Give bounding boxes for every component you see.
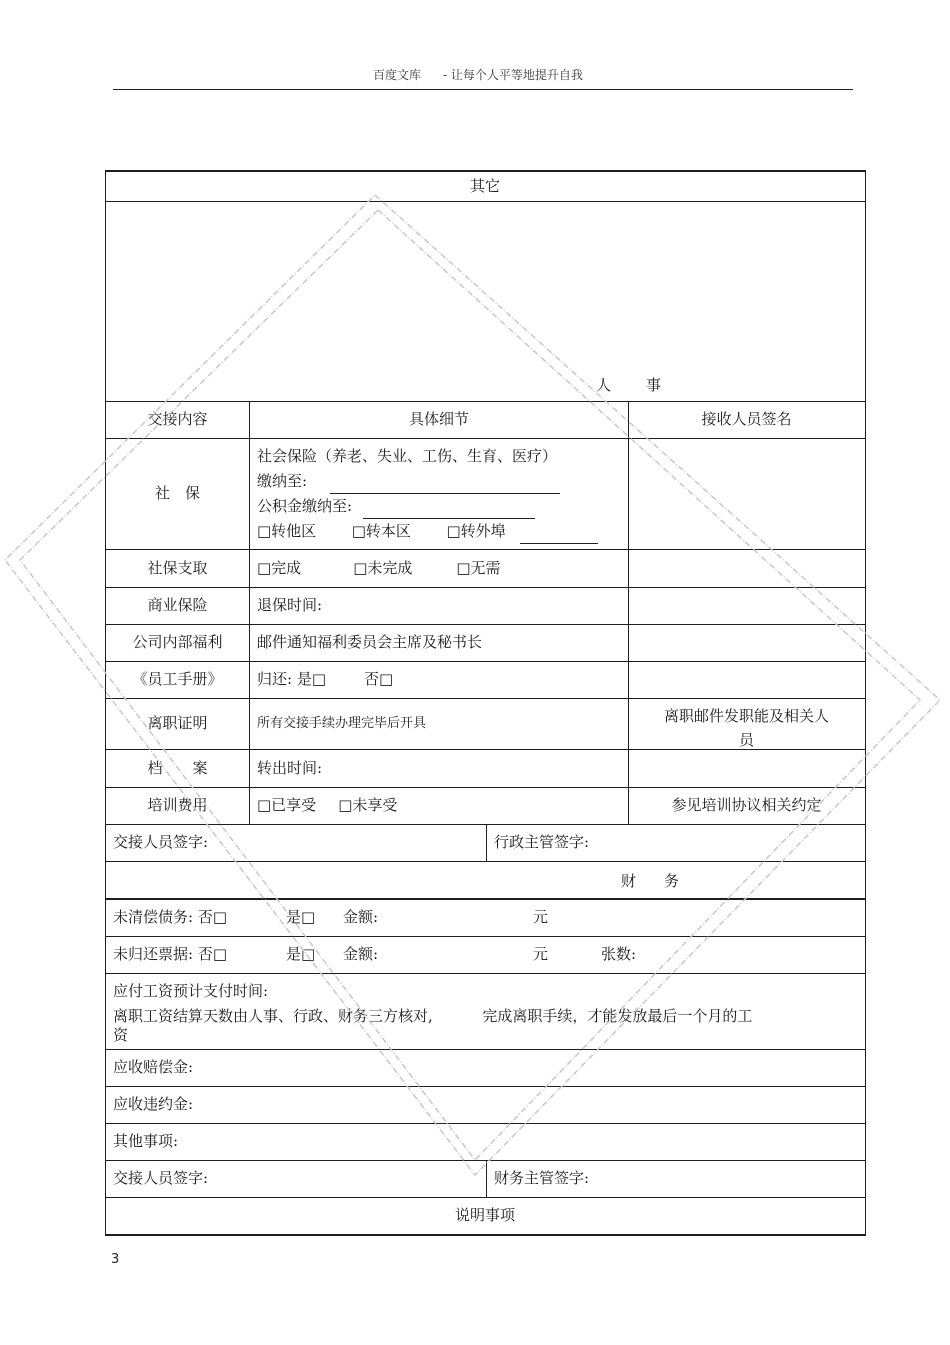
- label-resignation-certificate: 离职证明: [106, 699, 250, 749]
- detail-social-security[interactable]: [250, 439, 629, 549]
- checkbox-unpaid-debt-yes[interactable]: 是□: [286, 908, 316, 927]
- row-social-security: [105, 439, 866, 550]
- detail-compensation[interactable]: 应收赔偿金:: [113, 1058, 194, 1077]
- page-number: 3: [111, 1252, 120, 1267]
- checkbox-transfer-other-district[interactable]: □转他区: [257, 522, 317, 540]
- column-header-receiver: 接收人员签名: [701, 410, 792, 429]
- receiver-resignation-certificate: [629, 699, 864, 749]
- row-notes-header: [105, 1198, 866, 1236]
- receiver-sign-employee-handbook[interactable]: [629, 662, 864, 698]
- ss-insurance-types: 社会保险（养老、失业、工伤、生育、医疗）: [257, 447, 558, 465]
- detail-penalty[interactable]: 应收违约金:: [113, 1095, 194, 1114]
- receiver-sign-ss-payment[interactable]: [629, 550, 864, 587]
- detail-internal-welfare: 邮件通知福利委员会主席及秘书长: [250, 625, 629, 661]
- detail-archives[interactable]: 转出时间:: [250, 750, 629, 787]
- sign-admin-manager[interactable]: 行政主管签字:: [494, 833, 590, 852]
- hr-column-headers: [105, 402, 866, 439]
- ss-paid-until-field[interactable]: [330, 477, 560, 494]
- row-commercial-insurance: [105, 588, 866, 625]
- sign-finance-handover-person[interactable]: 交接人员签字:: [106, 1161, 487, 1197]
- receiver-sign-internal-welfare[interactable]: [629, 625, 864, 661]
- detail-employee-handbook[interactable]: [250, 662, 629, 698]
- hr-title-char2: 事: [646, 376, 662, 394]
- page-header: [0, 64, 950, 84]
- column-header-content: 交接内容: [106, 402, 250, 438]
- handover-form-table: [105, 170, 866, 1236]
- other-section-body[interactable]: [105, 202, 866, 402]
- receiver-sign-archives[interactable]: [629, 750, 864, 787]
- receiver-resignation-line2: 员: [738, 731, 754, 749]
- row-compensation: [105, 1050, 866, 1087]
- fund-paid-until-line[interactable]: [257, 494, 535, 519]
- salary-note: [113, 1004, 752, 1028]
- header-divider: [113, 89, 853, 90]
- finance-section-title: [106, 862, 864, 898]
- bills-amount-label: 金额:: [343, 945, 379, 964]
- label-training-fee: 培训费用: [106, 788, 250, 824]
- receiver-sign-commercial-insurance[interactable]: [629, 588, 864, 624]
- detail-unreturned-bills[interactable]: [106, 937, 864, 973]
- detail-ss-payment[interactable]: [250, 550, 629, 587]
- label-internal-welfare: 公司内部福利: [106, 625, 250, 661]
- column-header-detail: 具体细节: [250, 402, 629, 438]
- detail-commercial-insurance[interactable]: 退保时间:: [250, 588, 629, 624]
- checkbox-training-enjoyed[interactable]: □已享受: [257, 796, 317, 815]
- row-training-fee: [105, 788, 866, 825]
- receiver-resignation-line1: 离职邮件发职能及相关人: [663, 707, 829, 725]
- checkbox-transfer-outside[interactable]: □转外埠: [446, 522, 506, 540]
- checkbox-ss-not-needed[interactable]: □无需: [456, 558, 501, 577]
- sign-hr-handover-person[interactable]: 交接人员签字:: [106, 825, 487, 861]
- checkbox-handbook-returned-no[interactable]: 否□: [364, 670, 394, 689]
- finance-title-char2: 务: [664, 872, 680, 890]
- unpaid-debt-unit: 元: [533, 908, 549, 927]
- ss-paid-until-label: 缴纳至:: [257, 472, 308, 490]
- header-slogan: - 让每个人平等地提升自我: [443, 68, 583, 82]
- finance-title-char1: 财: [621, 872, 637, 890]
- label-archives: 档 案: [106, 750, 250, 787]
- unpaid-debt-amount-label: 金额:: [343, 908, 379, 927]
- checkbox-unpaid-debt-no[interactable]: 未清偿债务: 否□: [113, 908, 227, 927]
- salary-note-part2: 完成离职手续，才能发放最后一个月的工: [482, 1007, 753, 1025]
- hr-title-char1: 人: [596, 376, 612, 394]
- ss-transfer-options[interactable]: [257, 519, 598, 544]
- other-section-title: 其它: [469, 176, 500, 195]
- checkbox-ss-done[interactable]: □完成: [257, 558, 302, 577]
- salary-note-part1: 离职工资结算天数由人事、行政、财务三方核对,: [113, 1007, 433, 1025]
- ss-paid-until-line[interactable]: [257, 469, 560, 494]
- label-ss-payment: 社保支取: [106, 550, 250, 587]
- row-ss-payment: [105, 550, 866, 588]
- label-commercial-insurance: 商业保险: [106, 588, 250, 624]
- checkbox-bills-no[interactable]: 未归还票据: 否□: [113, 945, 227, 964]
- checkbox-transfer-this-district[interactable]: □转本区: [351, 522, 411, 540]
- row-unpaid-debt: [105, 900, 866, 937]
- detail-unpaid-debt[interactable]: [106, 900, 864, 936]
- header-site-name: 百度文库: [373, 68, 422, 82]
- row-salary: [105, 974, 866, 1050]
- row-finance-signatures: [105, 1161, 866, 1198]
- receiver-sign-social-security[interactable]: [629, 439, 864, 549]
- row-other-items: [105, 1124, 866, 1161]
- row-resignation-certificate: [105, 699, 866, 750]
- row-unreturned-bills: [105, 937, 866, 974]
- row-penalty: [105, 1087, 866, 1124]
- bills-count-label: 张数:: [601, 945, 637, 964]
- detail-salary[interactable]: [106, 974, 864, 1049]
- salary-payment-time[interactable]: 应付工资预计支付时间:: [113, 982, 269, 1000]
- transfer-outside-field[interactable]: [520, 527, 598, 544]
- detail-training-fee[interactable]: [250, 788, 629, 824]
- other-section-header: [105, 170, 866, 202]
- fund-paid-until-label: 公积金缴纳至:: [257, 497, 353, 515]
- checkbox-handbook-returned-yes[interactable]: 归还: 是□: [257, 670, 326, 689]
- row-archives: [105, 750, 866, 788]
- checkbox-bills-yes[interactable]: 是□: [286, 945, 316, 964]
- label-social-security: 社 保: [106, 439, 250, 549]
- detail-other-items[interactable]: 其他事项:: [113, 1132, 179, 1151]
- checkbox-training-not-enjoyed[interactable]: □未享受: [338, 796, 398, 815]
- label-employee-handbook: 《员工手册》: [106, 662, 250, 698]
- checkbox-ss-not-done[interactable]: □未完成: [353, 558, 413, 577]
- detail-resignation-certificate: 所有交接手续办理完毕后开具: [250, 699, 629, 749]
- notes-section-title: 说明事项: [454, 1206, 515, 1225]
- bills-unit: 元: [533, 945, 549, 964]
- finance-section-header: [105, 862, 866, 900]
- other-section-content[interactable]: [106, 202, 864, 401]
- row-internal-welfare: [105, 625, 866, 662]
- receiver-training-fee: 参见培训协议相关约定: [671, 796, 822, 815]
- sign-finance-manager[interactable]: 财务主管签字:: [494, 1169, 590, 1188]
- salary-note-part3: 资: [113, 1026, 129, 1044]
- row-hr-signatures: [105, 825, 866, 862]
- fund-paid-until-field[interactable]: [363, 502, 535, 519]
- row-employee-handbook: [105, 662, 866, 699]
